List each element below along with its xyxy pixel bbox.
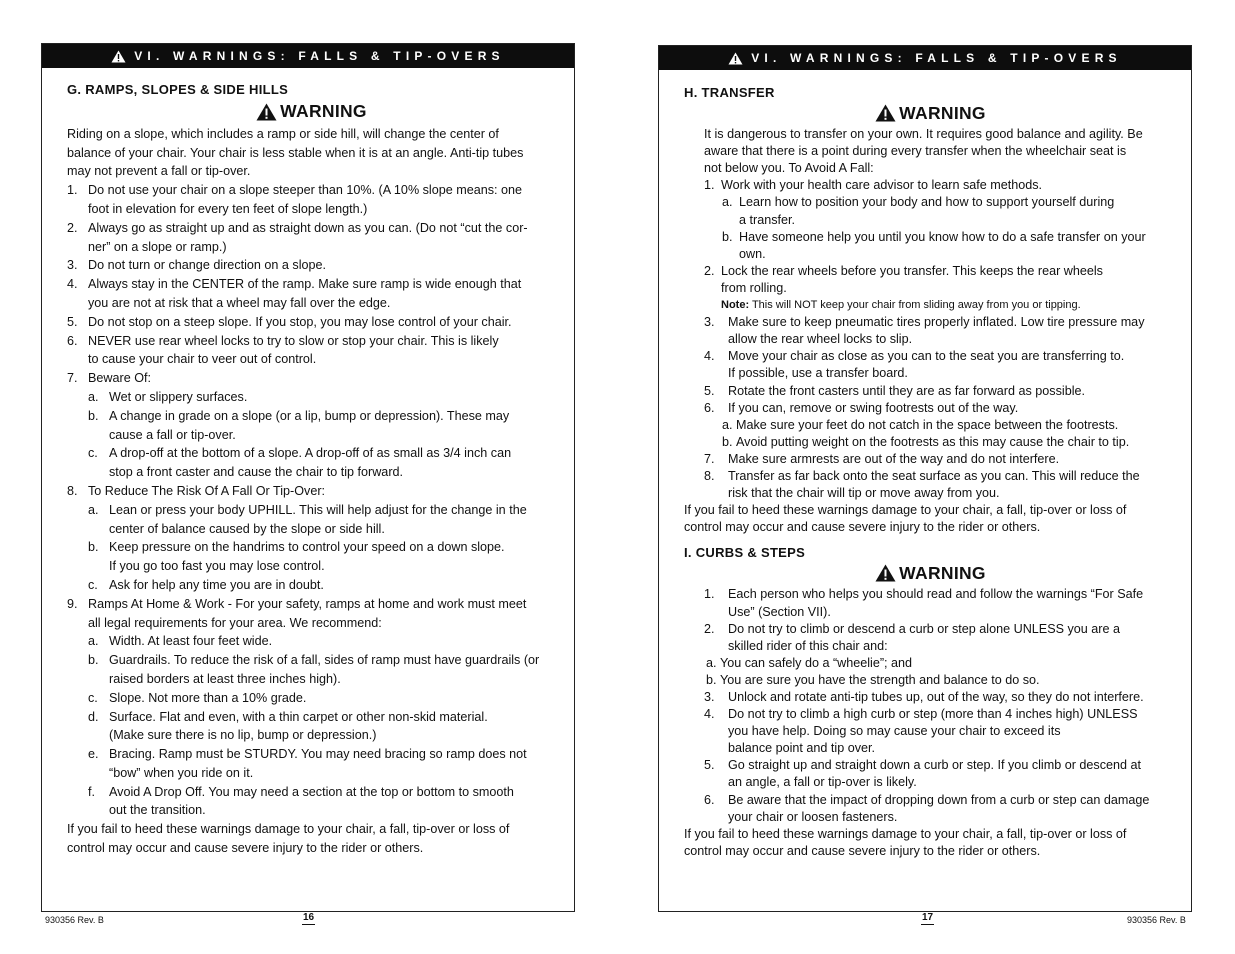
text-line: balance point and tip over. <box>728 741 876 756</box>
text-line: Be aware that the impact of dropping down from a curb or step can damage <box>728 792 1150 807</box>
list-marker: 6. <box>704 792 715 807</box>
text-line: If possible, use a transfer board. <box>728 366 908 381</box>
list-item <box>684 400 1177 417</box>
text-line: Beware Of: <box>88 371 151 386</box>
text-line: Avoid A Drop Off. You may need a section at the top or bottom to smooth <box>109 784 514 799</box>
list-marker: a. <box>88 502 99 517</box>
curbs-closing <box>684 826 1177 860</box>
text-line: If you go too fast you may lose control. <box>109 559 325 574</box>
warning-heading: WARNING <box>67 101 556 123</box>
list-item <box>684 706 1177 757</box>
list-marker: b. <box>88 540 99 555</box>
transfer-list-continued <box>684 314 1177 502</box>
list-text <box>721 263 1177 297</box>
text-line: Use” (Section VII). <box>728 604 831 619</box>
list-marker: b. <box>706 672 717 687</box>
text-line: You are sure you have the strength and balance to do so. <box>720 672 1040 687</box>
list-text <box>720 655 1177 672</box>
text-line: balance of your chair. Your chair is less stable when it is at an angle. Anti-tip tubes <box>67 145 524 160</box>
text-line: from rolling. <box>721 280 787 295</box>
list-text <box>88 482 556 501</box>
warning-list <box>67 181 556 820</box>
text-line: own. <box>739 246 766 261</box>
text-line: stop a front caster and cause the chair to tip forward. <box>109 465 404 480</box>
list-marker: 1. <box>704 178 715 193</box>
list-text <box>109 783 556 821</box>
list-marker: a. <box>88 389 99 404</box>
list-text <box>88 256 556 275</box>
list-item <box>67 482 556 501</box>
list-item <box>684 263 1177 297</box>
list-item <box>67 275 556 313</box>
text-line: Each person who helps you should read and follow the warnings “For Safe <box>728 587 1144 602</box>
text-line: ner” on a slope or ramp.) <box>88 239 227 254</box>
text-line: Do not stop on a steep slope. If you stop, you may lose control of your chair. <box>88 314 512 329</box>
list-text <box>728 792 1177 826</box>
text-line: It is dangerous to transfer on your own. It requires good balance and agility. Be <box>704 127 1143 142</box>
list-text <box>728 757 1177 791</box>
section-banner <box>42 44 574 68</box>
list-marker: 6. <box>704 400 715 415</box>
list-marker: 2. <box>67 220 78 235</box>
list-text <box>728 400 1177 417</box>
list-marker: c. <box>88 577 98 592</box>
list-text <box>728 689 1177 706</box>
text-line: out the transition. <box>109 803 206 818</box>
text-line: to cause your chair to veer out of control. <box>88 352 317 367</box>
list-item <box>67 632 556 651</box>
list-marker: a. <box>88 634 99 649</box>
list-text <box>739 229 1177 263</box>
text-line: an angle, a fall or tip-over is likely. <box>728 775 917 790</box>
text-line: control may occur and cause severe injury to the rider or others. <box>684 843 1041 858</box>
list-text <box>88 275 556 313</box>
text-line: you have help. Doing so may cause your chair to exceed its <box>728 724 1061 739</box>
list-marker: a. <box>722 195 733 210</box>
page-number: 16 <box>303 912 315 923</box>
list-text <box>88 181 556 219</box>
text-line: control may occur and cause severe injury to the rider or others. <box>684 520 1041 535</box>
list-marker: 5. <box>704 383 715 398</box>
list-item <box>684 689 1177 706</box>
text-line: If you fail to heed these warnings damage to your chair, a fall, tip-over or loss of <box>684 826 1127 841</box>
list-text <box>728 348 1177 382</box>
text-line: Wet or slippery surfaces. <box>109 389 248 404</box>
list-marker: 6. <box>67 333 78 348</box>
banner-text: VI. WARNINGS: FALLS & TIP-OVERS <box>751 51 1122 65</box>
transfer-list <box>684 177 1177 297</box>
warning-triangle-icon <box>256 103 277 121</box>
list-marker: 7. <box>67 371 78 386</box>
list-marker: 2. <box>704 263 715 278</box>
list-item <box>67 219 556 257</box>
list-marker: b. <box>88 653 99 668</box>
list-item <box>67 388 556 407</box>
text-line: Always stay in the CENTER of the ramp. Make sure ramp is wide enough that <box>88 277 522 292</box>
list-item <box>67 501 556 539</box>
right-page <box>658 45 1192 912</box>
list-marker: f. <box>88 784 95 799</box>
list-marker: 8. <box>704 468 715 483</box>
text-line: Slope. Not more than a 10% grade. <box>109 690 307 705</box>
list-item <box>67 538 556 576</box>
text-line: Bracing. Ramp must be STURDY. You may need bracing so ramp does not <box>109 747 527 762</box>
list-item <box>67 256 556 275</box>
list-item <box>684 383 1177 400</box>
list-item <box>67 181 556 219</box>
text-line: If you fail to heed these warnings damage to your chair, a fall, tip-over or loss of <box>67 822 510 837</box>
text-line: not below you. To Avoid A Fall: <box>704 161 874 176</box>
left-content <box>67 81 556 858</box>
list-marker: 3. <box>704 690 715 704</box>
list-text <box>88 369 556 388</box>
text-line: NEVER use rear wheel locks to try to slow or stop your chair. This is likely <box>88 333 499 348</box>
text-line: Unlock and rotate anti-tip tubes up, out of the way, so they do not interfere. <box>728 690 1144 704</box>
list-marker: 8. <box>67 483 78 498</box>
text-line: Learn how to position your body and how to support yourself during <box>739 195 1115 210</box>
list-text <box>109 632 556 651</box>
text-line: allow the rear wheel locks to slip. <box>728 332 913 347</box>
left-page <box>41 43 575 912</box>
list-item <box>67 313 556 332</box>
list-marker: 7. <box>704 451 715 466</box>
section-title-curbs: I. CURBS & STEPS <box>684 545 806 561</box>
text-line: Ramps At Home & Work - For your safety, ramps at home and work must meet <box>88 596 527 611</box>
text-line: center of balance caused by the slope or side hill. <box>109 521 385 536</box>
text-line: Do not turn or change direction on a slope. <box>88 258 327 273</box>
text-line: Avoid putting weight on the footrests as this may cause the chair to tip. <box>736 434 1130 449</box>
text-line: A change in grade on a slope (or a lip, bump or depression). These may <box>109 408 510 423</box>
list-marker: 4. <box>67 277 78 292</box>
list-marker: 4. <box>704 707 715 722</box>
text-line: Do not try to climb or descend a curb or step alone UNLESS you are a <box>728 621 1121 636</box>
text-line: risk that the chair will tip or move away from you. <box>728 486 1000 501</box>
list-text <box>728 314 1177 348</box>
text-line: Rotate the front casters until they are as far forward as possible. <box>728 383 1085 398</box>
text-line: you are not at risk that a wheel may fall over the edge. <box>88 295 391 310</box>
text-line: skilled rider of this chair and: <box>728 638 888 653</box>
list-marker: 1. <box>704 587 715 602</box>
text-line: To Reduce The Risk Of A Fall Or Tip-Over: <box>88 483 326 498</box>
text-line: Make sure to keep pneumatic tires properly inflated. Low tire pressure may <box>728 315 1145 330</box>
list-item <box>684 451 1177 468</box>
list-text <box>721 177 1177 194</box>
list-text <box>109 501 556 539</box>
text-line: A drop-off at the bottom of a slope. A drop-off of as small as 3/4 inch can <box>109 446 512 461</box>
list-marker: a. <box>706 655 717 670</box>
list-text <box>88 332 556 370</box>
list-marker: 2. <box>704 621 715 636</box>
text-line: If you can, remove or swing footrests out of the way. <box>728 400 1019 415</box>
text-line: Guardrails. To reduce the risk of a fall, sides of ramp must have guardrails (or <box>109 653 540 668</box>
text-line: You can safely do a “wheelie”; and <box>720 655 913 670</box>
text-line: Keep pressure on the handrims to control your speed on a down slope. <box>109 540 505 555</box>
list-marker: b. <box>722 434 733 449</box>
list-item <box>67 595 556 633</box>
text-line: Transfer as far back onto the seat surface as you can. This will reduce the <box>728 468 1140 483</box>
warning-triangle-icon <box>875 564 896 582</box>
text-line: Go straight up and straight down a curb or step. If you climb or descend at <box>728 758 1142 773</box>
text-line: Do not try to climb a high curb or step (more than 4 inches high) UNLESS <box>728 707 1138 722</box>
list-item <box>684 314 1177 348</box>
list-text <box>728 383 1177 400</box>
list-text <box>720 672 1177 689</box>
list-marker: 9. <box>67 596 78 611</box>
text-line: Move your chair as close as you can to the seat you are transferring to. <box>728 349 1125 364</box>
text-line: Riding on a slope, which includes a ramp or side hill, will change the center of <box>67 126 499 141</box>
list-item <box>684 434 1177 451</box>
text-line: “bow” when you ride on it. <box>109 765 254 780</box>
list-item <box>684 621 1177 655</box>
list-marker: e. <box>88 747 99 762</box>
list-item <box>67 369 556 388</box>
section-title: G. RAMPS, SLOPES & SIDE HILLS <box>67 82 289 97</box>
list-item <box>67 783 556 821</box>
text-line: Work with your health care advisor to learn safe methods. <box>721 178 1043 193</box>
list-marker: a. <box>722 417 733 432</box>
text-line: Make sure armrests are out of the way and do not interfere. <box>728 451 1060 466</box>
section-banner <box>659 46 1191 70</box>
list-marker: 1. <box>67 183 78 198</box>
footer-doc-number: 930356 Rev. B <box>1127 915 1186 925</box>
list-text <box>109 576 556 595</box>
list-text <box>728 706 1177 757</box>
list-text <box>109 708 556 746</box>
list-text <box>728 586 1177 620</box>
list-item <box>684 792 1177 826</box>
page-number: 17 <box>922 912 934 923</box>
text-line: If you fail to heed these warnings damage to your chair, a fall, tip-over or loss of <box>684 503 1127 518</box>
list-text <box>88 219 556 257</box>
text-line: Lock the rear wheels before you transfer. This keeps the rear wheels <box>721 263 1103 278</box>
text-line: (Make sure there is no lip, bump or depression.) <box>109 728 377 743</box>
text-line: Have someone help you until you know how to do a safe transfer on your <box>739 229 1146 244</box>
list-text <box>736 417 1177 434</box>
list-text <box>739 194 1177 228</box>
text-line: all legal requirements for your area. We recommend: <box>88 615 382 630</box>
closing-paragraph <box>67 820 556 858</box>
list-item <box>67 708 556 746</box>
list-text <box>109 538 556 576</box>
warning-triangle-icon <box>875 104 896 122</box>
list-text <box>109 689 556 708</box>
text-line: your chair or loosen fasteners. <box>728 809 898 824</box>
list-item <box>684 672 1177 689</box>
section-title-transfer: H. TRANSFER <box>684 85 775 100</box>
warning-heading: WARNING <box>684 562 1177 584</box>
list-item <box>67 407 556 445</box>
list-text <box>88 595 556 633</box>
list-text <box>736 434 1177 451</box>
list-text <box>728 451 1177 468</box>
list-marker: b. <box>722 229 733 244</box>
list-item <box>684 417 1177 434</box>
text-line: Do not use your chair on a slope steeper than 10%. (A 10% slope means: one <box>88 183 523 198</box>
list-item <box>67 576 556 595</box>
list-item <box>684 177 1177 194</box>
list-item <box>67 444 556 482</box>
list-text <box>109 745 556 783</box>
list-text <box>109 388 556 407</box>
text-line: Surface. Flat and even, with a thin carpet or other non-skid material. <box>109 709 488 724</box>
list-marker: 5. <box>67 314 78 329</box>
list-item <box>684 655 1177 672</box>
transfer-closing <box>684 502 1177 536</box>
list-text <box>109 407 556 445</box>
text-line: a transfer. <box>739 212 796 227</box>
list-item <box>67 332 556 370</box>
transfer-note: Note: This will NOT keep your chair from sliding away from you or tipping. <box>721 299 1081 312</box>
text-line: raised borders at least three inches high). <box>109 671 341 686</box>
list-item <box>67 745 556 783</box>
footer-doc-number: 930356 Rev. B <box>45 915 104 925</box>
list-item <box>684 194 1177 228</box>
text-line: Width. At least four feet wide. <box>109 634 273 649</box>
text-line: Lean or press your body UPHILL. This will help adjust for the change in the <box>109 502 527 517</box>
list-marker: c. <box>88 446 98 461</box>
list-marker: 4. <box>704 349 715 364</box>
list-marker: 3. <box>704 315 715 330</box>
list-marker: 5. <box>704 758 715 773</box>
text-line: Ask for help any time you are in doubt. <box>109 577 324 592</box>
list-text <box>88 313 556 332</box>
warning-triangle-icon <box>728 52 743 65</box>
list-text <box>109 444 556 482</box>
list-item <box>684 229 1177 263</box>
list-marker: c. <box>88 690 98 705</box>
banner-text: VI. WARNINGS: FALLS & TIP-OVERS <box>134 49 505 63</box>
text-line: Make sure your feet do not catch in the space between the footrests. <box>736 417 1119 432</box>
list-marker: 3. <box>67 258 78 273</box>
text-line: may not prevent a fall or tip-over. <box>67 164 251 179</box>
list-text <box>728 468 1177 502</box>
right-content <box>684 84 1177 860</box>
text-line: foot in elevation for every ten feet of slope length.) <box>88 201 368 216</box>
list-item <box>67 651 556 689</box>
warning-heading: WARNING <box>684 102 1177 124</box>
list-marker: b. <box>88 408 99 423</box>
list-item <box>684 348 1177 382</box>
list-item <box>684 757 1177 791</box>
list-item <box>684 586 1177 620</box>
list-text <box>109 651 556 689</box>
warning-triangle-icon <box>111 50 126 63</box>
list-item <box>67 689 556 708</box>
transfer-intro <box>684 126 1177 177</box>
text-line: control may occur and cause severe injury to the rider or others. <box>67 841 424 856</box>
curbs-list <box>684 586 1177 825</box>
list-marker: d. <box>88 709 99 724</box>
intro-paragraph <box>67 125 556 181</box>
text-line: aware that there is a point during every transfer when the wheelchair seat is <box>704 144 1127 159</box>
text-line: Always go as straight up and as straight down as you can. (Do not “cut the cor- <box>88 220 528 235</box>
list-text <box>728 621 1177 655</box>
text-line: cause a fall or tip-over. <box>109 427 236 442</box>
list-item <box>684 468 1177 502</box>
